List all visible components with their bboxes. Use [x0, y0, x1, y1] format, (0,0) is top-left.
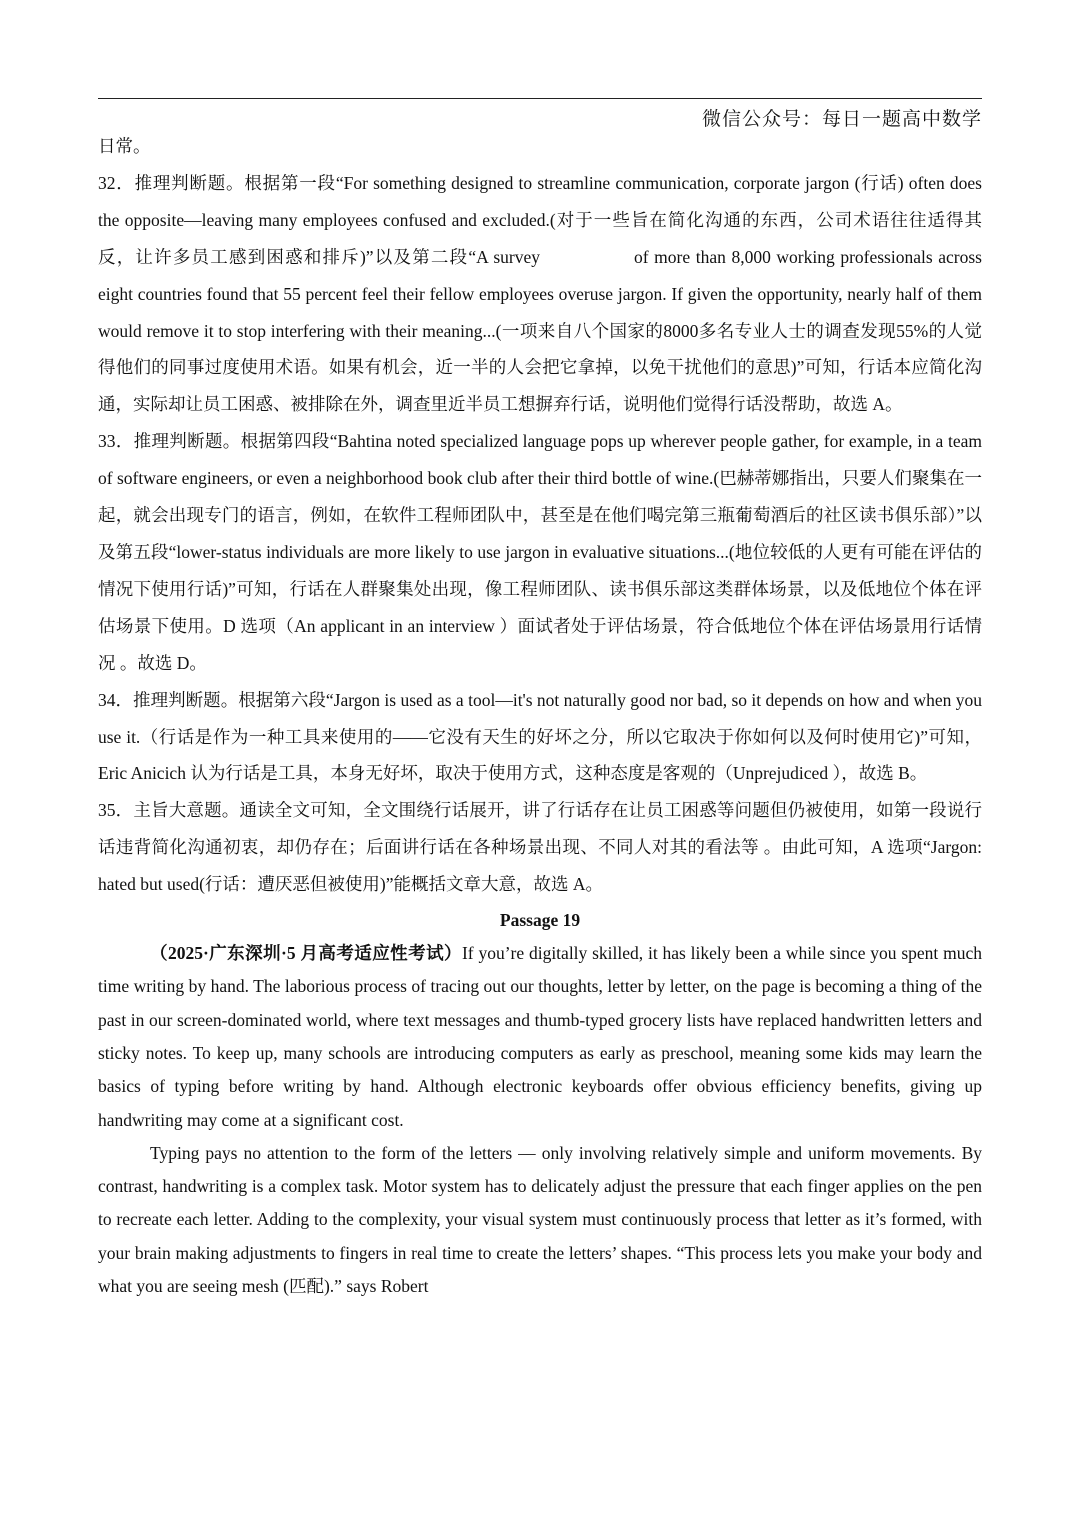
header-rule [98, 98, 982, 99]
paragraph-continuation: 日常。 [98, 136, 151, 156]
answer-35: 35．主旨大意题。通读全文可知，全文围绕行话展开，讲了行话存在让员工困惑等问题但仍被使用，如第一段说行话违背简化沟通初衷，却仍存在；后面讲行话在各种场景出现、不同人对其的看法等 。由此可知，A 选项“Jargon: hated but used(行话：遭厌恶但被使用)”能概括文章大意，故选 A。 [98, 800, 982, 895]
passage-paragraph-1-text: If you’re digitally skilled, it has likely been a while since you spent much time writing by hand. The laborious process of tracing out our thoughts, letter by letter, on the page is becoming a thing of the past in our screen-dominated world, where text messages and thumb-typed grocery lists have replaced handwritten letters and sticky notes. To keep up, many schools are introducing computers as early as preschool, meaning some kids may learn the basics of typing before writing by hand. Although electronic keyboards offer obvious efficiency benefits, giving up handwriting may come at a significant cost. [98, 943, 983, 1130]
passage-source: （2025·广东深圳·5 月高考适应性考试） [150, 943, 462, 964]
answer-34: 34．推理判断题。根据第六段“Jargon is used as a tool—it's not naturally good nor bad, so it depends on how and when you use it.（行话是作为一种工具来使用的——它没有天生的好坏之分，所以它取决于你如何以及何时使用它)”可知，Eric Anicich 认为行话是工具，本身无好坏，取决于使用方式，这种态度是客观的（Unprejudiced ），故选 B。 [98, 689, 982, 784]
passage-paragraph-2: Typing pays no attention to the form of the letters — only involving relatively simple and uniform movements. By contrast, handwriting is a complex task. Motor system has to delicately adjust the pressure that each finger applies on the pen to recreate each letter. Adding to the complexity, your visual system must continuously process that letter as it’s formed, with your brain making adjustments to fingers in real time to create the letters’ shapes. “This process lets you make your body and what you are seeing mesh (匹配).” says Robert [98, 1142, 982, 1296]
answer-32-part-a: 32．推理判断题。根据第一段“For something designed to streamline communication, corporate jargon (行话) often does the opposite—leaving many employees confused and excluded.(对于一些旨在简化沟通的东西，公司术语往往适得其反，让许多员工感到困惑和排斥)”以及第二段“A survey [98, 172, 982, 267]
answer-33: 33．推理判断题。根据第四段“Bahtina noted specialized language pops up wherever people gather, for example, in a team of software engineers, or even a neighborhood book club after their third bottle of wine.(巴赫蒂娜指出，只要人们聚集在一起，就会出现专门的语言，例如，在软件工程师团队中，甚至是在他们喝完第三瓶葡萄酒后的社区读书俱乐部）”以及第五段“lower-status individuals are more likely to use jargon in evaluative situations...(地位较低的人更有可能在评估的情况下使用行话)”可知，行话在人群聚集处出现，像工程师团队、读书俱乐部这类群体场景，以及低地位个体在评估场景下使用。D 选项（An applicant in an interview ）面试者处于评估场景，符合低地位个体在评估场景用行话情况 。故选 D。 [98, 431, 982, 673]
answer-32 [98, 165, 982, 423]
answer-32-part-b: of more than 8,000 working professionals across eight countries found that 55 percent feel their fellow employees overuse jargon. If given the opportunity, nearly half of them would remove it to stop interfering with their meaning...(一项来自八个国家的8000多名专业人士的调查发现55%的人觉得他们的同事过度使用术语。如果有机会，近一半的人会把它拿掉，以免干扰他们的意思)”可知，行话本应简化沟通，实际却让员工困惑、被排除在外，调查里近半员工想摒弃行话，说明他们觉得行话没帮助，故选 A。 [98, 246, 982, 415]
passage-title: Passage 19 [499, 910, 581, 931]
page-content [98, 128, 982, 1303]
passage-paragraph-1 [98, 937, 982, 1137]
header-wechat-note: 微信公众号：每日一题高中数学 [701, 108, 982, 130]
